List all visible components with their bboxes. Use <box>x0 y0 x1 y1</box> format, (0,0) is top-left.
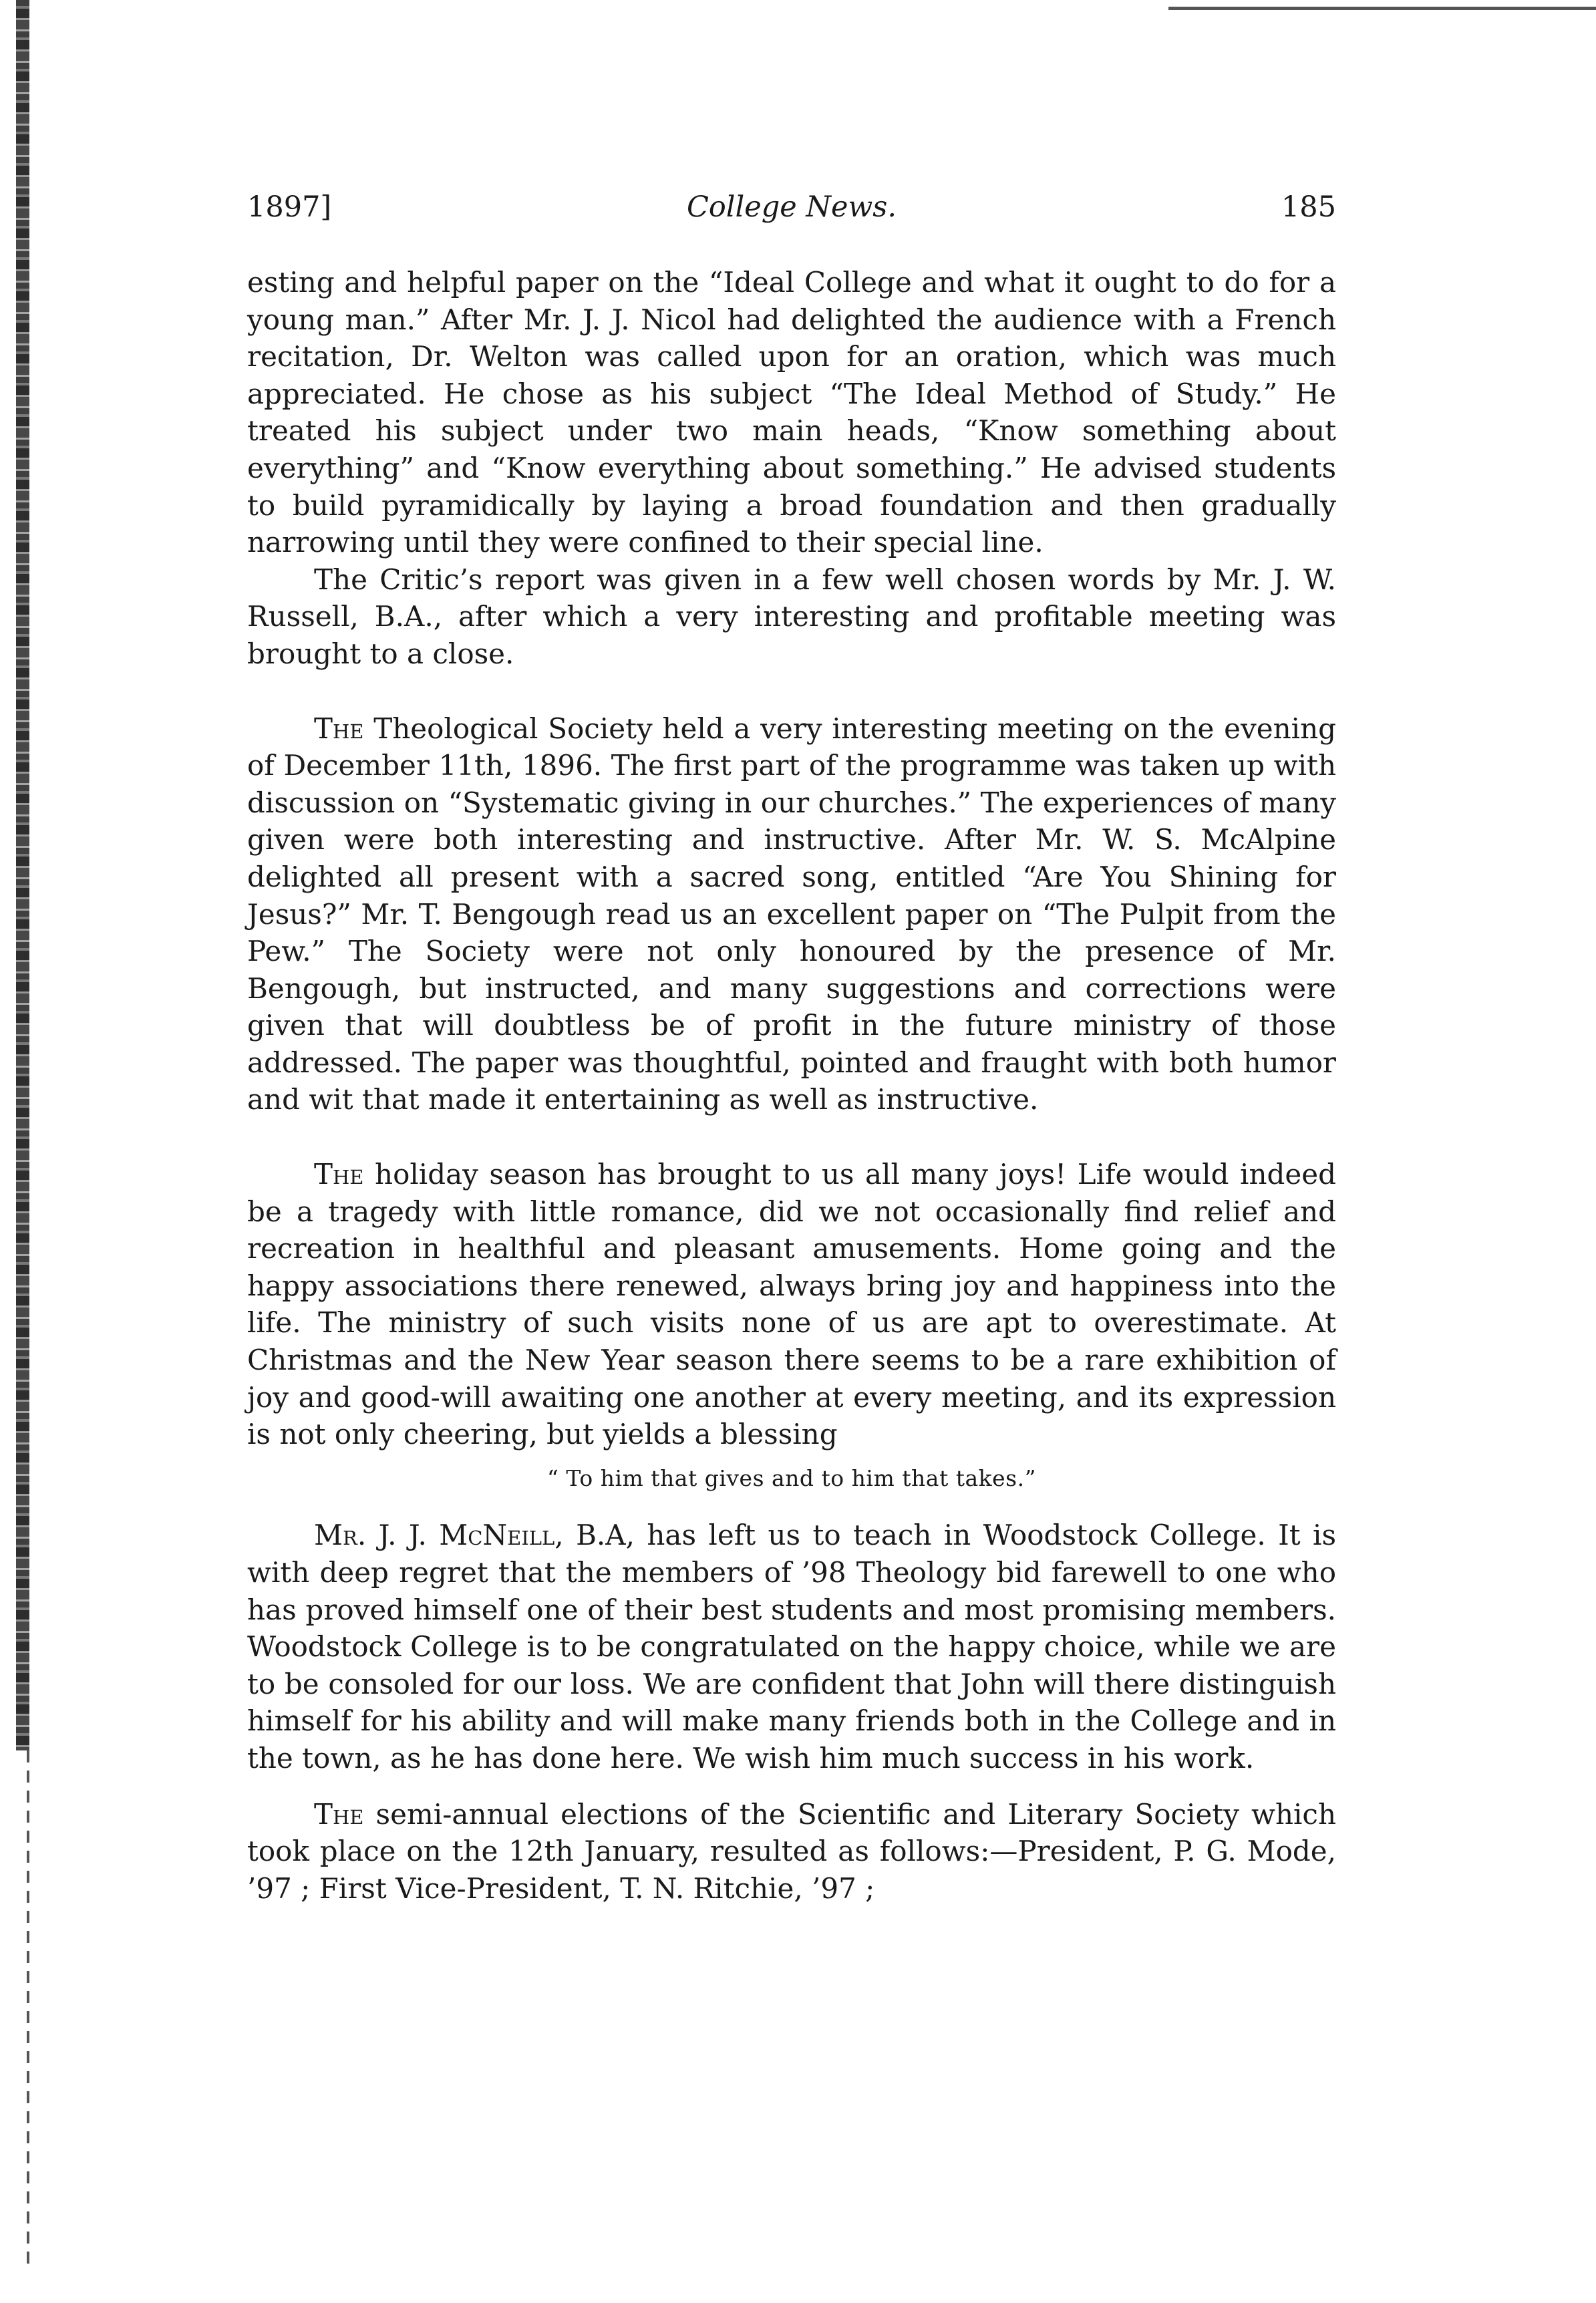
quotation: “ To him that gives and to him that takes.” <box>547 1465 1036 1491</box>
lead-word: The <box>314 1158 364 1191</box>
header-title: College News. <box>687 190 897 224</box>
paragraph-text: holiday season has brought to us all many joys! Life would indeed be a tragedy with little romance, did we not occasionally find relief and recreation in healthful and pleasant amusements. Home going and the happy associations there renewed, always bring joy and happiness into the life. The ministry of such visits none of us are apt to overestimate. At Christmas and the New Year season there seems to be a rare exhibition of joy and good-will awaiting one another at every meeting, and its expression is not only cheering, but yields a blessing <box>247 1158 1336 1451</box>
header-year: 1897] <box>247 190 332 224</box>
lead-word: The <box>314 1797 364 1831</box>
scan-top-rule <box>1168 7 1596 10</box>
paragraph-ideal-college: esting and helpful paper on the “Ideal College and what it ought to do for a young man.” After Mr. J. J. Nicol had delighted the audience with a French recitation, Dr. Welton was called upon for an oration, which was much appreciated. He chose as his subject “The Ideal Method of Study.” He treated his subject under two main heads, “Know something about everything” and “Know everything about something.” He advised students to build pyramidically by laying a broad foundation and then gradually narrowing until they were confined to their special line. <box>247 266 1336 559</box>
paragraph-mcneill <box>247 1517 1336 1777</box>
running-head <box>247 190 1336 241</box>
lead-word: The <box>314 712 364 745</box>
scan-binding-edge <box>16 0 29 1750</box>
body-text <box>247 264 1336 1907</box>
page-number: 185 <box>1281 190 1336 224</box>
lead-word: Mr. J. J. McNeill, <box>314 1519 564 1552</box>
paragraph-critic-report: The Critic’s report was given in a few well chosen words by Mr. J. W. Russell, B.A., after which a very interesting and profitable meeting was brought to a close. <box>247 563 1336 670</box>
page <box>247 190 1336 1907</box>
paragraph-text: semi-annual elections of the Scientific and Literary Society which took place on the 12th January, resulted as follows:—President, P. G. Mode, ’97 ; First Vice-President, T. N. Ritchie, ’97 ; <box>247 1797 1336 1905</box>
paragraph-text: B.A, has left us to teach in Woodstock College. It is with deep regret that the members of ’98 Theology bid farewell to one who has proved himself one of their best students and most promising members. Woodstock College is to be congratulated on the happy choice, while we are to be consoled for our loss. We are confident that John will there distinguish himself for his ability and will make many friends both in the College and in the town, as he has done here. We wish him much success in his work. <box>247 1519 1337 1775</box>
scan-binding-edge-lower <box>27 1750 29 2272</box>
paragraph-theological-society <box>247 710 1336 1119</box>
paragraph-elections <box>247 1796 1336 1907</box>
paragraph-holiday-season <box>247 1156 1336 1453</box>
paragraph-text: Theological Society held a very interesting meeting on the evening of December 11th, 1896. The first part of the programme was taken up with discussion on “Systematic giving in our churches.” The experiences of many given were both interesting and instructive. After Mr. W. S. McAlpine delighted all present with a sacred song, entitled “Are You Shining for Jesus?” Mr. T. Bengough read us an excellent paper on “The Pulpit from the Pew.” The Society were not only honoured by the presence of Mr. Bengough, but instructed, and many suggestions and corrections were given that will doubtless be of profit in the future ministry of those addressed. The paper was thoughtful, pointed and fraught with both humor and wit that made it entertaining as well as instructive. <box>247 712 1336 1116</box>
